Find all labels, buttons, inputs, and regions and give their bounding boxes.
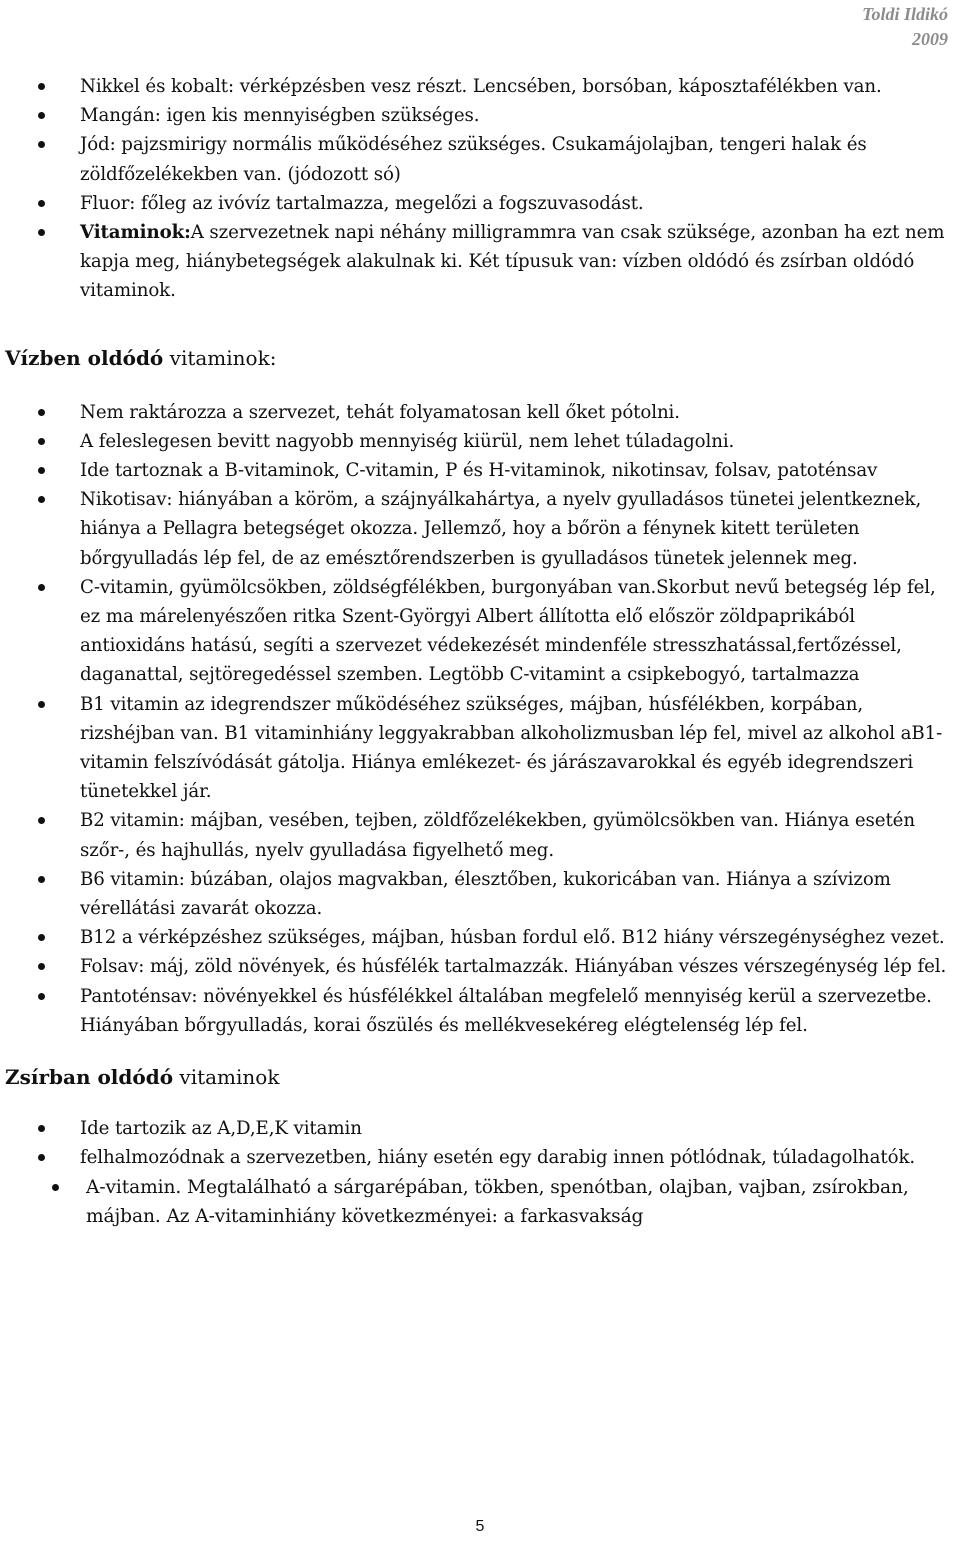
list-item: felhalmozódnak a szervezetben, hiány esetén egy darabig innen pótlódnak, túladagolhatók. bbox=[0, 1143, 955, 1172]
vitamin-a-list bbox=[0, 1173, 955, 1231]
list-item: A-vitamin. Megtalálható a sárgarépában, tökben, spenótban, olajban, vajban, zsírokban, májban. Az A-vitaminhiány következményei: a farkasvakság bbox=[0, 1173, 955, 1231]
list-item: Folsav: máj, zöld növények, és húsfélék tartalmazzák. Hiányában vészes vérszegénység lép fel. bbox=[0, 952, 955, 981]
vitamins-term: Vitaminok: bbox=[80, 222, 191, 244]
list-item: B12 a vérképzéshez szükséges, májban, húsban fordul elő. B12 hiány vérszegénységhez vezet. bbox=[0, 923, 955, 952]
page-header bbox=[862, 2, 948, 52]
list-item: Pantoténsav: növényekkel és húsfélékkel általában megfelelő mennyiség kerül a szervezetbe. Hiányában bőrgyulladás, korai őszülés és mellékvesekéreg elégtelenség lép fel. bbox=[0, 982, 955, 1040]
list-item: A feleslegesen bevitt nagyobb mennyiség kiürül, nem lehet túladagolni. bbox=[0, 427, 955, 456]
list-item: C-vitamin, gyümölcsökben, zöldségfélékben, burgonyában van.Skorbut nevű betegség lép fel, ez ma márelenyészően ritka Szent-Györgyi Albert állította elő először zöldpaprikából antioxidáns hatású, segíti a szervezet védekezését mindenféle stresszhatással,fertőzéssel, daganattal, sejtöregedéssel szemben. Legtöbb C-vitamint a csipkebogyó, tartalmazza bbox=[0, 573, 955, 690]
intro-list bbox=[0, 72, 955, 306]
list-item: B1 vitamin az idegrendszer működéséhez szükséges, májban, húsfélékben, korpában, rizshéjban van. B1 vitaminhiány leggyakrabban alkoholizmusban lép fel, mivel az alkohol aB1-vitamin felszívódását gátolja. Hiánya emlékezet- és járászavarokkal és egyéb idegrendszeri tünetekkel jár. bbox=[0, 690, 955, 807]
fat-soluble-list bbox=[0, 1114, 955, 1172]
fat-soluble-heading: Zsírban oldódó vitaminok bbox=[5, 1065, 280, 1090]
water-soluble-heading: Vízben oldódó vitaminok: bbox=[5, 345, 277, 370]
header-year: 2009 bbox=[912, 29, 948, 49]
list-item: Ide tartoznak a B-vitaminok, C-vitamin, P és H-vitaminok, nikotinsav, folsav, patoténsav bbox=[0, 456, 955, 485]
list-item: Nem raktározza a szervezet, tehát folyamatosan kell őket pótolni. bbox=[0, 398, 955, 427]
list-item: Fluor: főleg az ivóvíz tartalmazza, megelőzi a fogszuvasodást. bbox=[0, 189, 955, 218]
list-item: Vitaminok:A szervezetnek napi néhány milligrammra van csak szüksége, azonban ha ezt nem kapja meg, hiánybetegségek alakulnak ki. Két típusuk van: vízben oldódó és zsírban oldódó vitaminok. bbox=[0, 218, 955, 306]
list-item: Ide tartozik az A,D,E,K vitamin bbox=[0, 1114, 955, 1143]
list-item: Nikkel és kobalt: vérképzésben vesz részt. Lencsében, borsóban, káposztafélékben van. bbox=[0, 72, 955, 101]
water-soluble-list bbox=[0, 398, 955, 1040]
list-item: Jód: pajzsmirigy normális működéséhez szükséges. Csukamájolajban, tengeri halak és zöldfőzelékekben van. (jódozott só) bbox=[0, 130, 955, 188]
list-item: B2 vitamin: májban, vesében, tejben, zöldfőzelékekben, gyümölcsökben van. Hiánya esetén szőr-, és hajhullás, nyelv gyulladása figyelhető meg. bbox=[0, 806, 955, 864]
list-item: Nikotisav: hiányában a köröm, a szájnyálkahártya, a nyelv gyulladásos tünetei jelentkeznek, hiánya a Pellagra betegséget okozza. Jellemző, hoy a bőrön a fénynek kitett területen bőrgyulladás lép fel, de az emésztőrendszerben is gyulladásos tünetek jelennek meg. bbox=[0, 485, 955, 573]
page-number: 5 bbox=[475, 1518, 485, 1535]
list-item: Mangán: igen kis mennyiségben szükséges. bbox=[0, 101, 955, 130]
list-item: B6 vitamin: búzában, olajos magvakban, élesztőben, kukoricában van. Hiánya a szívizom vérellátási zavarát okozza. bbox=[0, 865, 955, 923]
author-name: Toldi Ildikó bbox=[862, 4, 948, 24]
document-body bbox=[0, 72, 955, 1231]
